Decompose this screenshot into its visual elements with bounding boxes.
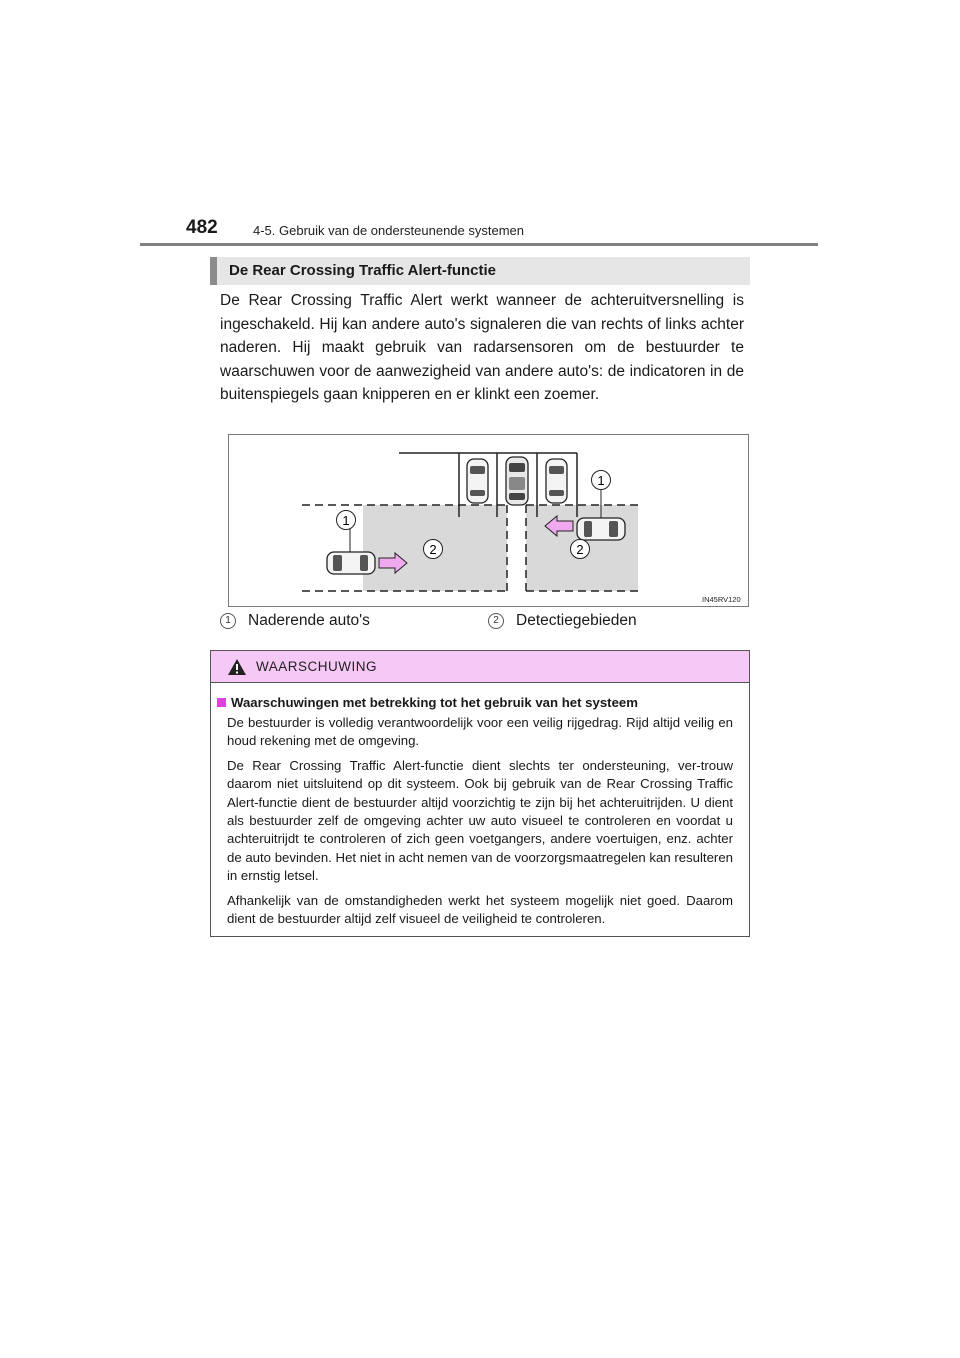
own-car-reversing: [506, 457, 528, 505]
legend-number-1: 1: [220, 613, 236, 629]
square-bullet-icon: [217, 698, 226, 707]
intro-paragraph: De Rear Crossing Traffic Alert werkt wanneer de achteruitversnelling is ingeschakeld. Hij kan andere auto's signaleren die van rechts of links achter naderen. Hij maakt gebruik van radarsensoren om de bestuurder te waarschuwen voor de aanwezigheid van andere auto's: de indicatoren in de buitenspiegels gaan knipperen en er klinkt een zoemer.: [220, 292, 744, 403]
callout-2-left-label: 2: [429, 542, 437, 557]
callout-2-right: [571, 540, 590, 559]
header-divider: [140, 243, 818, 246]
warning-subheading: [217, 695, 749, 710]
approaching-car-left: [327, 552, 375, 574]
section-heading: De Rear Crossing Traffic Alert-functie: [210, 257, 750, 285]
legend-label-2: Detectiegebieden: [516, 612, 637, 629]
parked-car-left: [467, 459, 488, 503]
callout-1-right: [592, 471, 611, 490]
warning-paragraph-1: De bestuurder is volledig verantwoordelijk voor een veilig rijgedrag. Rijd altijd veilig en houd rekening met de omgeving.: [227, 715, 733, 749]
callout-1-right-label: 1: [597, 473, 605, 488]
callout-2-left: [424, 540, 443, 559]
rcta-illustration: [228, 434, 749, 607]
warning-paragraph-3: Afhankelijk van de omstandigheden werkt het systeem mogelijk niet goed. Daarom dient de bestuurder altijd zelf visueel de veiligheid te controleren.: [227, 892, 733, 927]
rcta-diagram: [229, 435, 750, 608]
parked-car-right: [546, 459, 567, 503]
warning-header: [211, 651, 749, 683]
warning-title: WAARSCHUWING: [256, 659, 377, 674]
legend-label-1: Naderende auto's: [248, 612, 370, 629]
warning-triangle-icon: [227, 658, 247, 676]
approaching-car-right: [577, 518, 625, 540]
warning-box: [210, 650, 750, 937]
legend-number-2: 2: [488, 613, 504, 629]
running-header: 4-5. Gebruik van de ondersteunende systemen: [253, 223, 525, 238]
callout-1-left: [337, 511, 356, 530]
callout-2-right-label: 2: [576, 542, 584, 557]
page-number: 482: [186, 217, 218, 238]
image-code: IN45RV120: [702, 595, 741, 604]
callout-1-left-label: 1: [342, 513, 350, 528]
warning-subheading-text: Waarschuwingen met betrekking tot het gebruik van het systeem: [231, 695, 638, 710]
warning-paragraph-2: De Rear Crossing Traffic Alert-functie dient slechts ter ondersteuning, ver-trouw daarom niet uitsluitend op dit systeem. Ook bij gebruik van de Rear Crossing Traffic Alert-functie dient de bestuurder altijd voorzichtig te zijn bij het achteruitrijden. U dient als bestuurder zelf de omgeving achter uw auto visueel te controleren en voordat u achteruitrijdt te controleren of zich geen voetgangers, andere voertuigen, enz. achter de auto bevinden. Het niet in acht nemen van de voorzorgsmaatregelen kan resulteren in ernstig letsel.: [227, 757, 733, 884]
legend-item-1: [220, 612, 370, 630]
legend-item-2: [488, 612, 637, 630]
